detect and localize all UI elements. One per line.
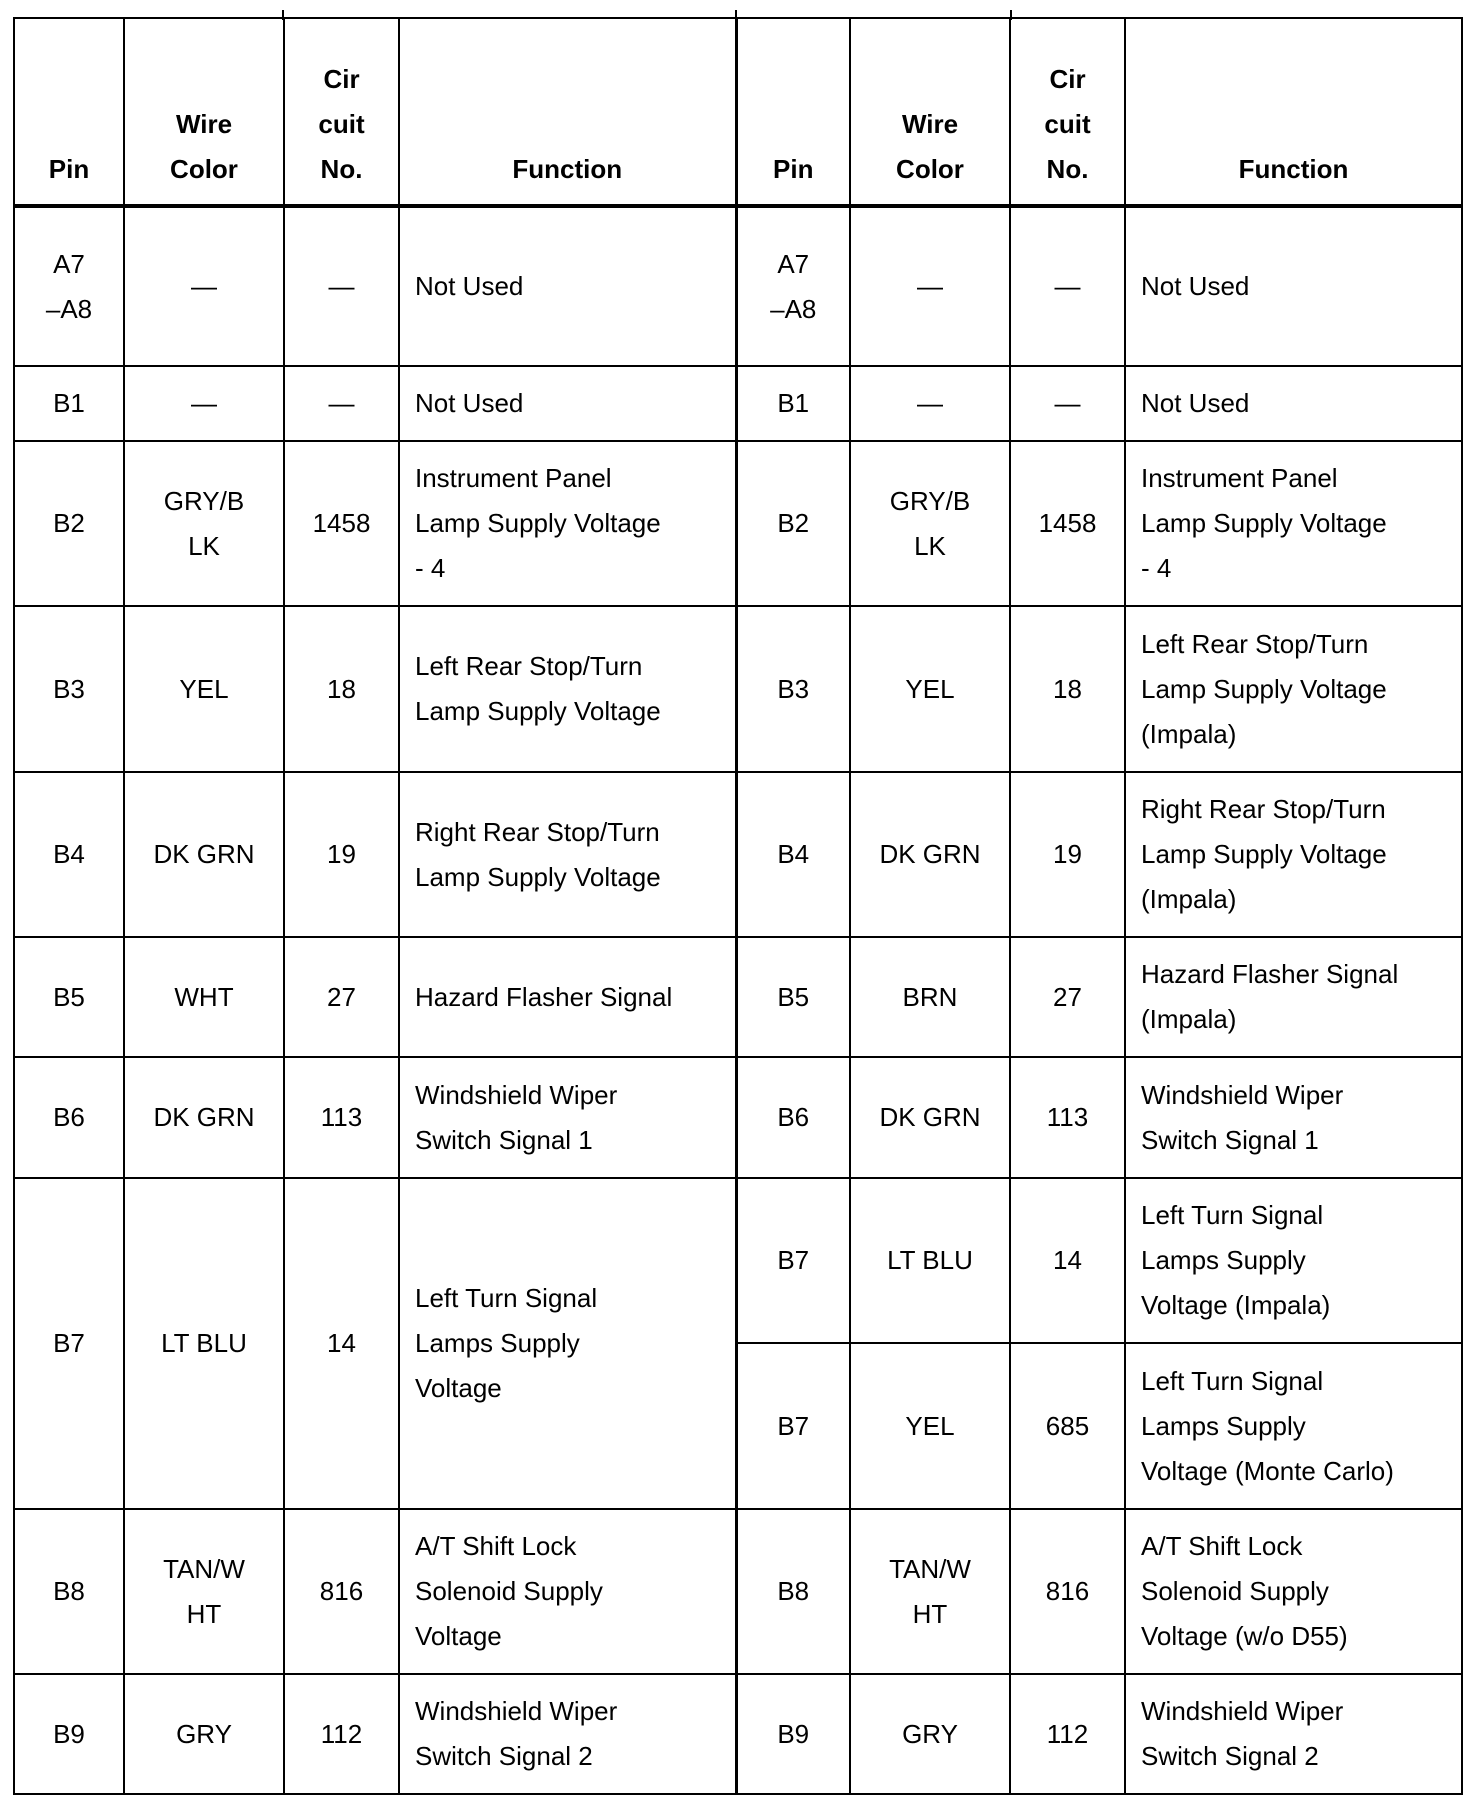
function-cell: Not Used [399,206,736,366]
pin-cell: B7 [14,1178,124,1509]
wire-color-cell: TAN/W HT [124,1509,284,1674]
pin-cell: B3 [14,606,124,772]
function-cell: Left Rear Stop/Turn Lamp Supply Voltage (Impala) [1125,606,1462,772]
function-cell: Not Used [1125,366,1462,441]
table-row [14,1509,1462,1674]
pin-cell: B7 [736,1178,850,1343]
pin-cell: B9 [736,1674,850,1794]
circuit-cell: 685 [1010,1343,1125,1509]
circuit-cell: 14 [284,1178,399,1509]
function-cell: Left Turn Signal Lamps Supply Voltage (Monte Carlo) [1125,1343,1462,1509]
pin-cell: A7 –A8 [14,206,124,366]
pin-cell: B1 [14,366,124,441]
pin-cell: B3 [736,606,850,772]
circuit-cell: 14 [1010,1178,1125,1343]
wire-color-cell: LT BLU [124,1178,284,1509]
circuit-cell: 27 [1010,937,1125,1057]
circuit-cell: 1458 [1010,441,1125,606]
wire-color-cell: GRY/B LK [850,441,1010,606]
wire-color-cell: — [850,366,1010,441]
pin-cell: B6 [736,1057,850,1178]
pin-cell: B8 [736,1509,850,1674]
circuit-cell: 112 [284,1674,399,1794]
function-cell: Left Rear Stop/Turn Lamp Supply Voltage [399,606,736,772]
circuit-cell: — [1010,366,1125,441]
circuit-cell: 113 [284,1057,399,1178]
function-cell: Windshield Wiper Switch Signal 2 [1125,1674,1462,1794]
function-cell: Right Rear Stop/Turn Lamp Supply Voltage (Impala) [1125,772,1462,937]
circuit-cell: 18 [284,606,399,772]
wire-color-cell: YEL [124,606,284,772]
table-row [14,441,1462,606]
header-pin: Pin [14,18,124,206]
table-row [14,937,1462,1057]
wire-color-cell: YEL [850,1343,1010,1509]
function-cell: Not Used [1125,206,1462,366]
table-row [14,606,1462,772]
wire-color-cell: — [124,366,284,441]
header-wire-color: Wire Color [850,18,1010,206]
table-row [14,1057,1462,1178]
header-circuit-no: Cir cuit No. [1010,18,1125,206]
wire-color-cell: — [124,206,284,366]
table-row [14,366,1462,441]
pin-cell: B2 [14,441,124,606]
connector-pinout-table [13,17,1463,1795]
circuit-cell: 1458 [284,441,399,606]
pin-cell: B9 [14,1674,124,1794]
circuit-cell: 113 [1010,1057,1125,1178]
wire-color-cell: DK GRN [850,1057,1010,1178]
header-circuit-no: Cir cuit No. [284,18,399,206]
table-row [14,1178,1462,1343]
function-cell: Left Turn Signal Lamps Supply Voltage [399,1178,736,1509]
wire-color-cell: DK GRN [124,1057,284,1178]
pin-cell: B8 [14,1509,124,1674]
circuit-cell: — [1010,206,1125,366]
wire-color-cell: — [850,206,1010,366]
circuit-cell: 18 [1010,606,1125,772]
function-cell: Windshield Wiper Switch Signal 2 [399,1674,736,1794]
function-cell: Not Used [399,366,736,441]
wire-color-cell: DK GRN [850,772,1010,937]
function-cell: Hazard Flasher Signal (Impala) [1125,937,1462,1057]
circuit-cell: 816 [284,1509,399,1674]
function-cell: Instrument Panel Lamp Supply Voltage - 4 [1125,441,1462,606]
wire-color-cell: GRY [124,1674,284,1794]
wire-color-cell: TAN/W HT [850,1509,1010,1674]
pin-cell: B7 [736,1343,850,1509]
function-cell: Right Rear Stop/Turn Lamp Supply Voltage [399,772,736,937]
pin-cell: B5 [14,937,124,1057]
pin-cell: B4 [736,772,850,937]
header-wire-color: Wire Color [124,18,284,206]
circuit-cell: — [284,206,399,366]
pin-cell: B2 [736,441,850,606]
wire-color-cell: YEL [850,606,1010,772]
function-cell: Left Turn Signal Lamps Supply Voltage (Impala) [1125,1178,1462,1343]
pin-cell: B5 [736,937,850,1057]
circuit-cell: 19 [1010,772,1125,937]
function-cell: Windshield Wiper Switch Signal 1 [1125,1057,1462,1178]
circuit-cell: — [284,366,399,441]
circuit-cell: 816 [1010,1509,1125,1674]
table-row [14,772,1462,937]
table-row [14,206,1462,366]
header-function: Function [399,18,736,206]
pin-cell: A7 –A8 [736,206,850,366]
wire-color-cell: GRY [850,1674,1010,1794]
pin-cell: B1 [736,366,850,441]
header-row [14,18,1462,206]
function-cell: A/T Shift Lock Solenoid Supply Voltage [399,1509,736,1674]
header-function: Function [1125,18,1462,206]
circuit-cell: 27 [284,937,399,1057]
pin-cell: B4 [14,772,124,937]
header-pin: Pin [736,18,850,206]
function-cell: Windshield Wiper Switch Signal 1 [399,1057,736,1178]
wire-color-cell: WHT [124,937,284,1057]
wire-color-cell: DK GRN [124,772,284,937]
function-cell: Hazard Flasher Signal [399,937,736,1057]
function-cell: Instrument Panel Lamp Supply Voltage - 4 [399,441,736,606]
table-row [14,1674,1462,1794]
pin-cell: B6 [14,1057,124,1178]
wire-color-cell: LT BLU [850,1178,1010,1343]
circuit-cell: 112 [1010,1674,1125,1794]
function-cell: A/T Shift Lock Solenoid Supply Voltage (w/o D55) [1125,1509,1462,1674]
wire-color-cell: BRN [850,937,1010,1057]
wire-color-cell: GRY/B LK [124,441,284,606]
circuit-cell: 19 [284,772,399,937]
